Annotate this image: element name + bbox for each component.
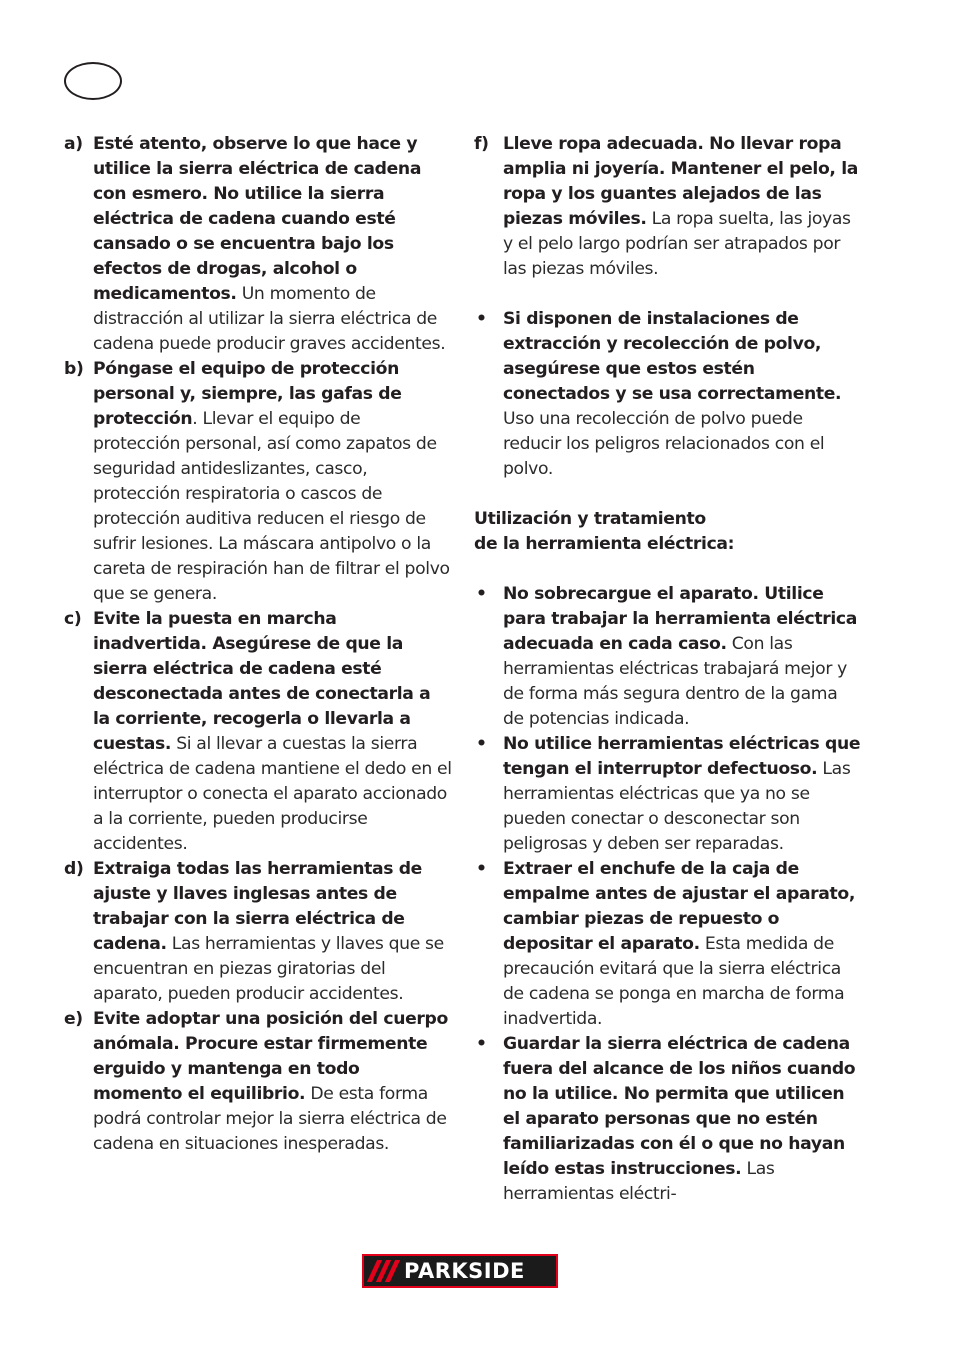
language-badge [64, 62, 122, 100]
item-marker: f) [474, 134, 489, 154]
item-body-text: Un momento de distracción al utilizar la sierra eléctrica de cadena puede producir graves accidentes. [93, 284, 446, 354]
item-body-text: . Llevar el equipo de protección personal, así como zapatos de seguridad antideslizantes, casco, protección respiratoria o cascos de protección auditiva reducen el riesgo de sufrir lesiones. La máscara antipolvo o la careta de respiración han de filtrar el polvo que se genera. [93, 409, 450, 604]
section-heading [474, 507, 862, 557]
section-heading-line-2: de la herramienta eléctrica: [474, 534, 735, 554]
safety-item-e [64, 1007, 452, 1157]
item-bold-text: Si disponen de instalaciones de extracción y recolección de polvo, asegúrese que estos estén conectados y se usa correctamente. [503, 309, 842, 404]
item-body-text: Esta medida de precaución evitará que la sierra eléctrica de cadena se ponga en marcha de forma inadvertida. [503, 934, 845, 1029]
item-marker: b) [64, 359, 84, 379]
item-marker: a) [64, 134, 83, 154]
bullet-marker: • [476, 309, 487, 329]
item-body-text: Uso una recolección de polvo puede reducir los peligros relacionados con el polvo. [503, 409, 825, 479]
item-bold-text: Guardar la sierra eléctrica de cadena fuera del alcance de los niños cuando no la utilice. No permita que utilicen el aparato personas que no estén familiarizadas con él o que no hayan leído estas instrucciones. [503, 1034, 856, 1179]
bullet-item-overload [474, 582, 862, 732]
item-marker: e) [64, 1009, 83, 1029]
item-body-text: La ropa suelta, las joyas y el pelo largo podrían ser atrapados por las piezas móviles. [503, 209, 851, 279]
section-heading-line-1: Utilización y tratamiento [474, 509, 706, 529]
item-bold-text: Póngase el equipo de protección personal y, siempre, las gafas de protección [93, 359, 402, 429]
dust-extraction-item [474, 307, 862, 482]
safety-item-d [64, 857, 452, 1007]
item-bold-text: Lleve ropa adecuada. No llevar ropa amplia ni joyería. Mantener el pelo, la ropa y los guantes alejados de las piezas móviles. [503, 134, 859, 229]
bullet-marker: • [476, 859, 487, 879]
parkside-logo [362, 1254, 558, 1288]
item-marker: c) [64, 609, 82, 629]
safety-item-c [64, 607, 452, 857]
logo-wordmark: PARKSIDE [404, 1259, 525, 1283]
safety-item-b [64, 357, 452, 607]
item-bold-text: No sobrecargue el aparato. Utilice para trabajar la herramienta eléctrica adecuada en cada caso. [503, 584, 857, 654]
bullet-item-unplug [474, 857, 862, 1032]
bullet-marker: • [476, 734, 487, 754]
logo-stripes-icon [364, 1256, 402, 1286]
left-column [64, 132, 452, 1157]
item-marker: d) [64, 859, 84, 879]
item-bold-text: Esté atento, observe lo que hace y utilice la sierra eléctrica de cadena con esmero. No utilice la sierra eléctrica de cadena cuando esté cansado o se encuentra bajo los efectos de drogas, alcohol o medicamentos. [93, 134, 422, 304]
item-body-text: Las herramientas eléctricas que ya no se pueden conectar o desconectar son peligrosas y deben ser reparadas. [503, 759, 851, 854]
item-body-text: Las herramientas y llaves que se encuentran en piezas giratorias del aparato, pueden producir accidentes. [93, 934, 444, 1004]
item-body-text: Si al llevar a cuestas la sierra eléctrica de cadena mantiene el dedo en el interruptor o conecta el aparato accionado a la corriente, pueden producirse accidentes. [93, 734, 452, 854]
right-column [474, 132, 862, 1207]
safety-item-f [474, 132, 862, 282]
item-body-text: Con las herramientas eléctricas trabajará mejor y de forma más segura dentro de la gama de potencias indicada. [503, 634, 847, 729]
bullet-marker: • [476, 584, 487, 604]
safety-item-a [64, 132, 452, 357]
bullet-item-storage [474, 1032, 862, 1207]
item-bold-text: Extraer el enchufe de la caja de empalme antes de ajustar el aparato, cambiar piezas de repuesto o depositar el aparato. [503, 859, 856, 954]
bullet-marker: • [476, 1034, 487, 1054]
bullet-item-defective-switch [474, 732, 862, 857]
item-bold-text: Extraiga todas las herramientas de ajuste y llaves inglesas antes de trabajar con la sierra eléctrica de cadena. [93, 859, 422, 954]
item-bold-text: Evite la puesta en marcha inadvertida. Asegúrese de que la sierra eléctrica de cadena esté desconectada antes de conectarla a la corriente, recogerla o llevarla a cuestas. [93, 609, 431, 754]
item-body-text: De esta forma podrá controlar mejor la sierra eléctrica de cadena en situaciones inesperadas. [93, 1084, 447, 1154]
item-body-text: Las herramientas eléctri- [503, 1159, 775, 1204]
item-bold-text: No utilice herramientas eléctricas que tengan el interruptor defectuoso. [503, 734, 861, 779]
item-bold-text: Evite adoptar una posición del cuerpo anómala. Procure estar firmemente erguido y mantenga en todo momento el equilibrio. [93, 1009, 448, 1104]
